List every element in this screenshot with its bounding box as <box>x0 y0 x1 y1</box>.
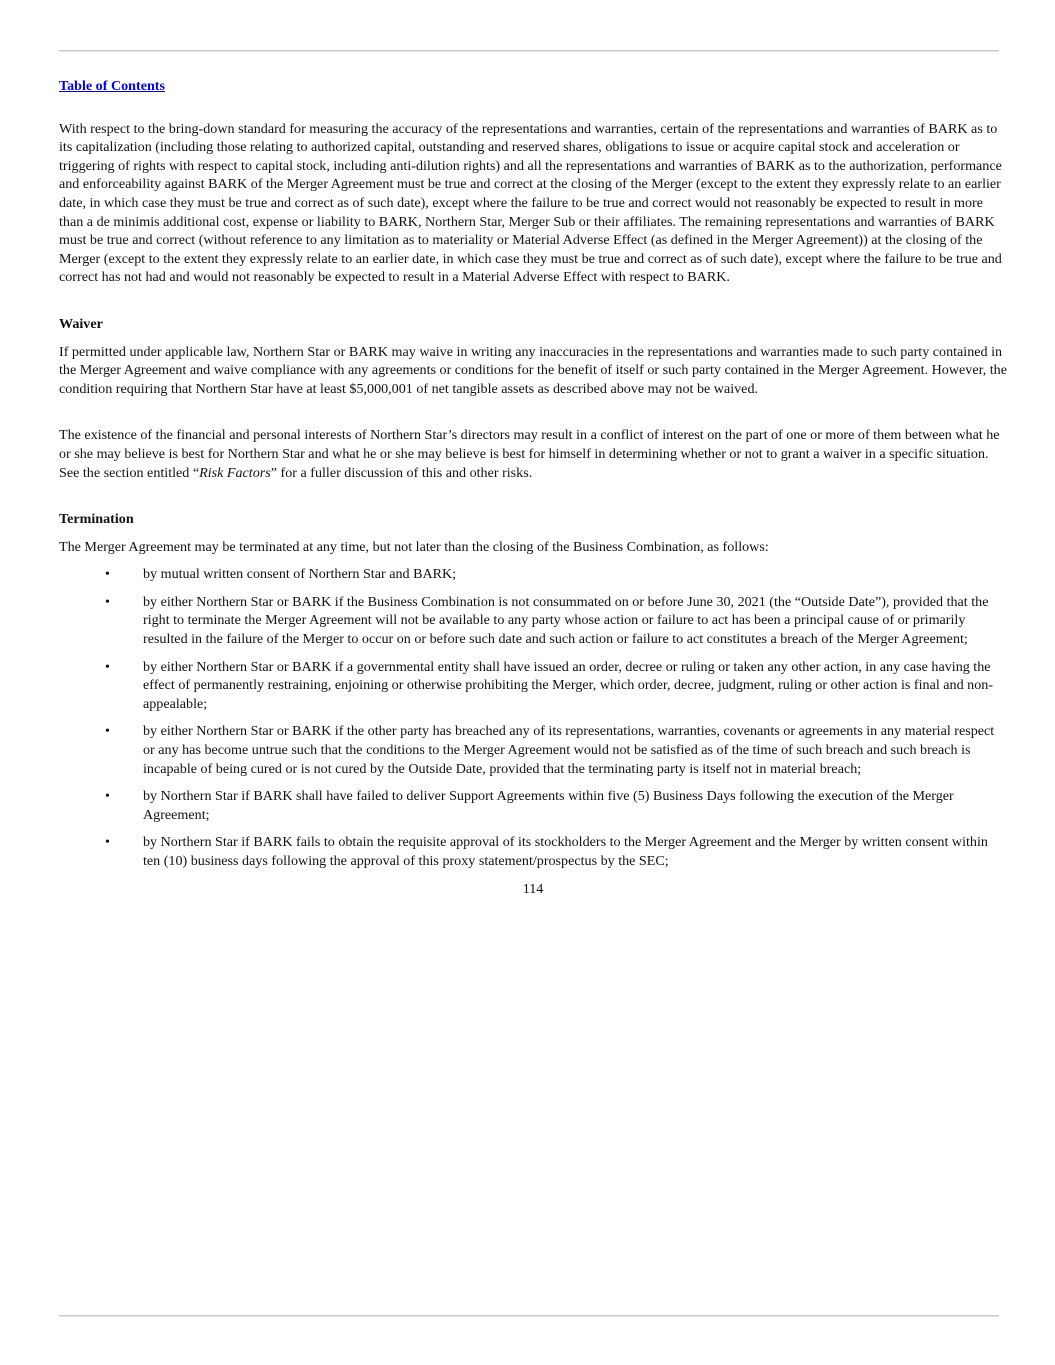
page-content <box>59 77 1007 898</box>
list-item <box>59 565 1007 584</box>
conflict-of-interest-paragraph <box>59 426 1007 482</box>
list-item-text: by either Northern Star or BARK if the other party has breached any of its representations, warranties, covenants or agreements in any material respect or any has become untrue such that the conditions to the Merger Agreement would not be satisfied as of the time of such breach and such breach is incapable of being cured or is not cured by the Outside Date, provided that the terminating party is itself not in material breach; <box>143 723 995 777</box>
conflict-text-start: The existence of the financial and personal interests of Northern Star’s directors may result in a conflict of interest on the part of one or more of them between what he or she may believe is best for Northern Star and what he or she may believe is best for himself in determining whether or not to grant a waiver in a specific situation. See the section entitled “ <box>59 427 1000 481</box>
list-item <box>59 787 1007 824</box>
termination-heading: Termination <box>59 511 134 528</box>
list-item <box>59 722 1007 778</box>
risk-factors-reference: Risk Factors <box>199 464 271 481</box>
bullet-icon: • <box>105 658 110 675</box>
bottom-divider <box>59 1315 999 1316</box>
table-of-contents-link[interactable]: Table of Contents <box>59 78 165 94</box>
bullet-icon: • <box>105 834 110 851</box>
list-item <box>59 658 1007 714</box>
list-item <box>59 593 1007 649</box>
list-item-text: by either Northern Star or BARK if a governmental entity shall have issued an order, decree or ruling or taken any other action, in any case having the effect of permanently restraining, enjoining or otherwise prohibiting the Merger, which order, decree, judgment, ruling or other action is final and non-appealable; <box>143 658 993 712</box>
list-item <box>59 833 1007 870</box>
list-item-text: by Northern Star if BARK shall have failed to deliver Support Agreements within five (5) Business Days following the execution of the Merger Agreement; <box>143 788 954 823</box>
bullet-icon: • <box>105 788 110 805</box>
list-item-text: by Northern Star if BARK fails to obtain the requisite approval of its stockholders to the Merger Agreement and the Merger by written consent within ten (10) business days following the approval of this proxy statement/prospectus by the SEC; <box>143 834 988 869</box>
bullet-icon: • <box>105 566 110 583</box>
top-divider <box>59 50 999 51</box>
termination-intro: The Merger Agreement may be terminated at any time, but not later than the closing of the Business Combination, as follows: <box>59 538 769 555</box>
bullet-icon: • <box>105 593 110 610</box>
termination-conditions-list <box>59 565 1007 870</box>
page-number: 114 <box>522 880 544 897</box>
list-item-text: by mutual written consent of Northern Star and BARK; <box>143 566 457 583</box>
list-item-text: by either Northern Star or BARK if the Business Combination is not consummated on or before June 30, 2021 (the “Outside Date”), provided that the right to terminate the Merger Agreement will not be available to any party whose action or failure to act has been a principal cause of or primarily resulted in the failure of the Merger to occur on or before such date and such action or failure to act constitutes a breach of the Merger Agreement; <box>143 593 989 648</box>
bring-down-standard-paragraph: With respect to the bring-down standard for measuring the accuracy of the representations and warranties, certain of the representations and warranties of BARK as to its capitalization (including those relating to authorized capital, outstanding and reserved shares, obligations to issue or acquire capital stock and acceleration or triggering of rights with respect to capital stock, including anti-dilution rights) and all the representations and warranties of BARK as to the authorization, performance and enforceability against BARK of the Merger Agreement must be true and correct at the closing of the Merger (except to the extent they expressly relate to an earlier date, in which case they must be true and correct as of such date), except where the failure to be true and correct would not reasonably be expected to result in more than a de minimis additional cost, expense or liability to BARK, Northern Star, Merger Sub or their affiliates. The remaining representations and warranties of BARK must be true and correct (without reference to any limitation as to materiality or Material Adverse Effect (as defined in the Merger Agreement)) at the closing of the Merger (except to the extent they expressly relate to an earlier date, in which case they must be true and correct as of such date), except where the failure to be true and correct has not had and would not reasonably be expected to result in a Material Adverse Effect with respect to BARK. <box>59 120 1002 286</box>
waiver-paragraph: If permitted under applicable law, Northern Star or BARK may waive in writing any inaccuracies in the representations and warranties made to such party contained in the Merger Agreement and waive compliance with any agreements or conditions for the benefit of itself or such party contained in the Merger Agreement. However, the condition requiring that Northern Star have at least $5,000,001 of net tangible assets as described above may not be waived. <box>59 343 1007 397</box>
waiver-heading: Waiver <box>59 315 103 332</box>
bullet-icon: • <box>105 723 110 740</box>
conflict-text-end: ” for a fuller discussion of this and other risks. <box>270 464 533 481</box>
